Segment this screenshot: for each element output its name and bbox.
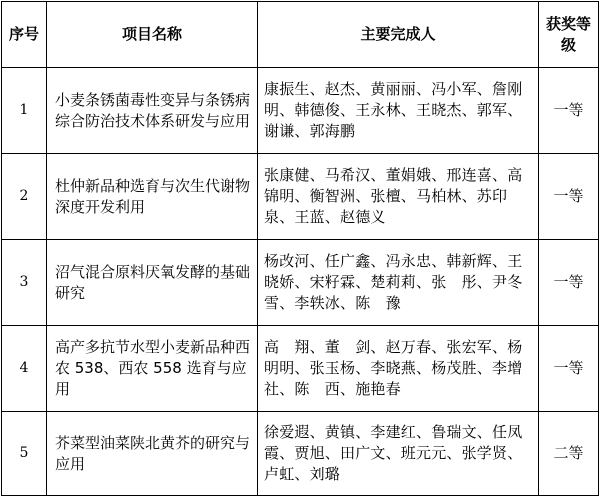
main-people: 高 翔、董 剑、赵万春、张宏军、杨明明、张玉杨、李晓燕、杨茂胜、李增社、陈 西、施艳春 xyxy=(258,326,539,412)
main-people: 徐爱遐、黄镇、李建红、鲁瑞文、任凤霞、贾旭、田广文、班元元、张学贤、卢虹、刘璐 xyxy=(258,412,539,496)
main-people: 康振生、赵杰、黄丽丽、冯小军、詹刚明、韩德俊、王永林、王晓杰、郭军、谢谦、郭海鹏 xyxy=(258,68,539,154)
row-number: 4 xyxy=(2,326,47,412)
table-row xyxy=(2,240,599,326)
project-name: 沼气混合原料厌氧发酵的基础研究 xyxy=(47,240,258,326)
header-row xyxy=(2,2,599,68)
project-name: 芥菜型油菜陕北黄芥的研究与应用 xyxy=(47,412,258,496)
award-level: 二等 xyxy=(539,412,599,496)
main-people: 杨改河、任广鑫、冯永忠、韩新辉、王晓娇、宋籽霖、楚莉莉、张 彤、尹冬雪、李轶冰、陈 豫 xyxy=(258,240,539,326)
row-number: 1 xyxy=(2,68,47,154)
project-name: 小麦条锈菌毒性变异与条锈病综合防治技术体系研发与应用 xyxy=(47,68,258,154)
table-row xyxy=(2,154,599,240)
award-level: 一等 xyxy=(539,326,599,412)
table-row xyxy=(2,412,599,496)
row-number: 2 xyxy=(2,154,47,240)
table-row xyxy=(2,68,599,154)
award-level: 一等 xyxy=(539,240,599,326)
award-level: 一等 xyxy=(539,154,599,240)
project-name: 高产多抗节水型小麦新品种西农 538、西农 558 选育与应用 xyxy=(47,326,258,412)
header-award-level: 获奖等级 xyxy=(539,2,599,68)
header-no: 序号 xyxy=(2,2,47,68)
project-name: 杜仲新品种选育与次生代谢物深度开发利用 xyxy=(47,154,258,240)
awards-table xyxy=(1,1,599,496)
award-level: 一等 xyxy=(539,68,599,154)
main-people: 张康健、马希汉、董娟娥、邢连喜、高锦明、衡智洲、张檀、马柏林、苏印泉、王蓝、赵德义 xyxy=(258,154,539,240)
row-number: 3 xyxy=(2,240,47,326)
row-number: 5 xyxy=(2,412,47,496)
header-main-people: 主要完成人 xyxy=(258,2,539,68)
table-row xyxy=(2,326,599,412)
header-project-name: 项目名称 xyxy=(47,2,258,68)
